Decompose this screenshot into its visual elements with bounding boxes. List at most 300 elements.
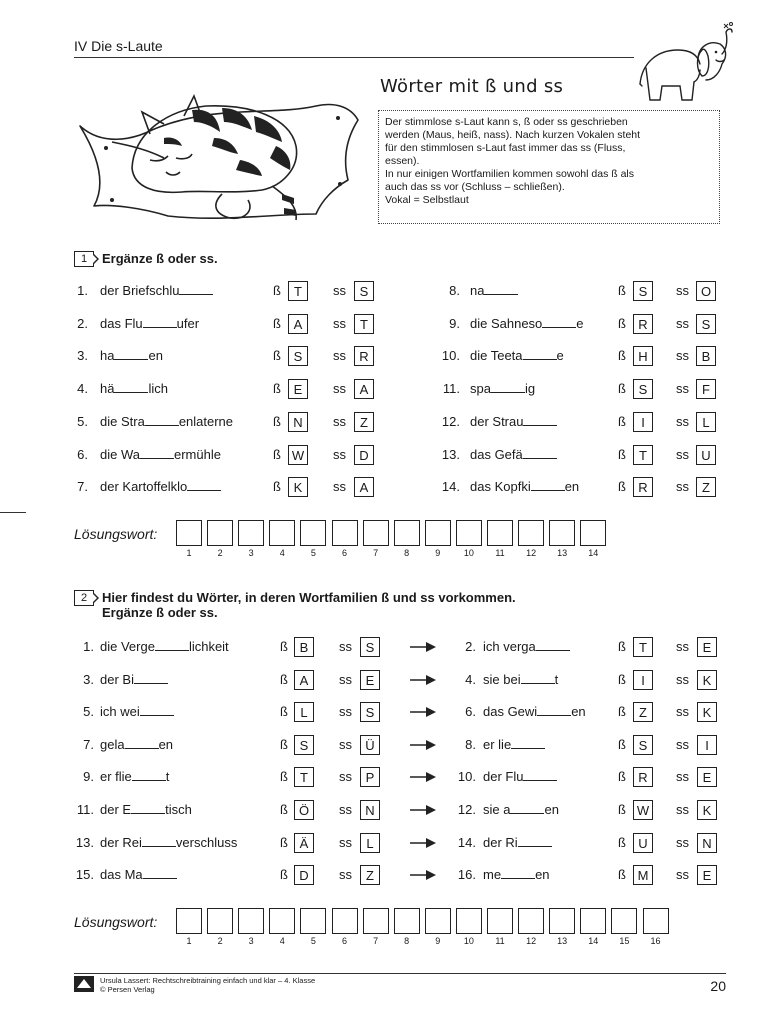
letter-box-sz[interactable]: D <box>294 865 314 885</box>
solution-letter-box[interactable] <box>425 520 451 546</box>
letter-box-ss[interactable]: P <box>360 767 380 787</box>
letter-box-ss[interactable]: S <box>354 281 374 301</box>
solution-letter-box[interactable] <box>518 908 544 934</box>
letter-box-ss[interactable]: S <box>696 314 716 334</box>
letter-box-ss[interactable]: K <box>697 702 717 722</box>
fill-in-blank[interactable] <box>114 378 148 393</box>
solution-letter-box[interactable] <box>332 908 358 934</box>
page-title: Wörter mit ß und ss <box>380 76 564 97</box>
option-label-sz: ß <box>273 413 281 429</box>
word-start: ich verga <box>483 639 536 654</box>
solution-index: 4 <box>279 548 285 558</box>
word-end: en <box>571 704 586 720</box>
letter-box-ss[interactable]: K <box>697 670 717 690</box>
item-word <box>100 669 168 691</box>
word-start: das Ma <box>100 867 143 883</box>
item-number: 9. <box>449 315 460 331</box>
item-number: 11. <box>442 381 460 397</box>
option-label-sz: ß <box>618 671 626 687</box>
item-number: 1. <box>77 283 88 298</box>
word-end: lichkeit <box>188 639 229 654</box>
letter-box-sz[interactable]: I <box>633 670 653 690</box>
letter-box-sz[interactable]: R <box>633 767 653 787</box>
word-start: der Bi <box>100 671 134 687</box>
fill-in-blank[interactable] <box>155 636 189 651</box>
item-word <box>100 734 173 756</box>
word-start: er flie <box>100 769 132 785</box>
letter-box-ss[interactable]: K <box>697 800 717 820</box>
letter-box-ss[interactable]: Ü <box>360 735 380 755</box>
item-number: 11. <box>76 802 94 817</box>
solution-index: 9 <box>435 936 441 946</box>
footer-credit-line: Ursula Lassert: Rechtschreibtraining einfach und klar – 4. Klasse <box>100 976 316 985</box>
solution-letter-box[interactable] <box>643 908 669 934</box>
item-number: 16. <box>457 867 476 883</box>
solution-letter-box[interactable] <box>456 520 482 546</box>
solution-index: 8 <box>404 548 410 558</box>
fill-in-blank[interactable] <box>523 411 557 426</box>
fill-in-blank[interactable] <box>501 864 535 879</box>
letter-box-sz[interactable]: M <box>633 865 653 885</box>
exercise-number-badge: 1 <box>74 251 94 267</box>
item-number: 2. <box>77 315 88 331</box>
word-start: der Flu <box>483 769 524 785</box>
option-label-ss: ss <box>333 479 346 495</box>
option-label-sz: ß <box>618 479 626 495</box>
option-label-ss: ss <box>333 348 346 364</box>
solution-letter-box[interactable] <box>394 520 420 546</box>
item-number: 9. <box>83 769 94 785</box>
solution-letter-box[interactable] <box>269 908 295 934</box>
solution-index: 1 <box>186 548 192 558</box>
letter-box-ss[interactable]: I <box>697 735 717 755</box>
solution-index: 2 <box>217 936 223 946</box>
info-line: werden (Maus, heiß, nass). Nach kurzen Vokalen steht <box>385 129 641 141</box>
word-start: der Strau <box>470 413 524 429</box>
word-start: die Stra <box>100 413 145 429</box>
solution-letter-box[interactable] <box>549 520 575 546</box>
option-label-sz: ß <box>280 671 288 687</box>
word-end: e <box>556 348 564 364</box>
item-word <box>483 766 557 788</box>
item-word <box>100 864 177 886</box>
option-label-sz: ß <box>273 283 281 298</box>
solution-index: 13 <box>557 936 568 946</box>
letter-box-ss[interactable]: E <box>697 637 717 657</box>
fill-in-blank[interactable] <box>484 280 518 295</box>
item-number: 14. <box>457 834 476 850</box>
word-start: gela <box>100 736 125 752</box>
word-start: sie bei <box>483 671 521 687</box>
item-word <box>470 280 518 302</box>
item-number: 6. <box>77 446 88 462</box>
fill-in-blank[interactable] <box>132 766 166 781</box>
letter-box-ss[interactable]: E <box>697 865 717 885</box>
option-label-ss: ss <box>676 802 689 817</box>
word-start: das Kopfki <box>470 479 531 495</box>
item-word <box>100 345 163 367</box>
solution-index: 10 <box>463 548 474 558</box>
item-word <box>100 444 221 466</box>
header-divider <box>74 57 634 58</box>
word-start: das Flu <box>100 315 143 331</box>
item-word <box>483 669 558 691</box>
fill-in-blank[interactable] <box>523 766 557 781</box>
word-start: die Teeta <box>470 348 523 364</box>
option-label-ss: ss <box>333 413 346 429</box>
letter-box-ss[interactable]: E <box>360 670 380 690</box>
fill-in-blank[interactable] <box>523 345 557 360</box>
option-label-sz: ß <box>618 315 626 331</box>
word-start: spa <box>470 381 491 397</box>
solution-letter-box[interactable] <box>207 908 233 934</box>
option-label-ss: ss <box>676 348 689 364</box>
fill-in-blank[interactable] <box>143 313 177 328</box>
option-label-ss: ss <box>339 834 352 850</box>
fill-in-blank[interactable] <box>523 444 557 459</box>
item-word <box>483 864 550 886</box>
solution-letter-box[interactable] <box>269 520 295 546</box>
fill-in-blank[interactable] <box>125 734 159 749</box>
solution-index: 9 <box>435 548 441 558</box>
letter-box-sz[interactable]: L <box>294 702 314 722</box>
item-word <box>483 832 552 854</box>
letter-box-sz[interactable]: Z <box>633 702 653 722</box>
fill-in-blank[interactable] <box>179 280 213 295</box>
word-start: der Briefschlu <box>100 283 180 298</box>
fill-in-blank[interactable] <box>542 313 576 328</box>
arrow-right-icon <box>410 805 436 815</box>
word-start: der E <box>100 802 132 817</box>
solution-letter-box[interactable] <box>300 908 326 934</box>
item-number: 2. <box>465 639 476 654</box>
option-label-sz: ß <box>618 736 626 752</box>
option-label-ss: ss <box>339 704 352 720</box>
option-label-sz: ß <box>618 704 626 720</box>
word-end: en <box>158 736 174 752</box>
letter-box-ss[interactable]: R <box>354 346 374 366</box>
arrow-right-icon <box>410 707 436 717</box>
chapter-heading: IV Die s-Laute <box>74 38 163 54</box>
solution-index: 11 <box>495 548 505 558</box>
fill-in-blank[interactable] <box>518 832 552 847</box>
solution-letter-box[interactable] <box>300 520 326 546</box>
letter-box-sz[interactable]: A <box>288 314 308 334</box>
word-end: ermühle <box>173 446 221 462</box>
solution-index: 5 <box>310 936 316 946</box>
footer-divider <box>74 973 726 974</box>
letter-box-sz[interactable]: W <box>633 800 653 820</box>
info-line: essen). <box>385 155 420 167</box>
letter-box-sz[interactable]: N <box>288 412 308 432</box>
letter-box-sz[interactable]: H <box>633 346 653 366</box>
fill-in-blank[interactable] <box>145 411 179 426</box>
word-end: enlaterne <box>178 413 234 429</box>
solution-index: 12 <box>526 936 537 946</box>
letter-box-sz[interactable]: R <box>633 314 653 334</box>
word-end: en <box>564 479 580 495</box>
solution-index: 3 <box>248 936 254 946</box>
letter-box-sz[interactable]: S <box>633 379 653 399</box>
fill-in-blank[interactable] <box>114 345 148 360</box>
solution-index: 5 <box>310 548 316 558</box>
word-start: das Gewi <box>483 704 538 720</box>
item-word <box>483 734 545 756</box>
option-label-sz: ß <box>280 867 288 883</box>
arrow-right-icon <box>410 642 436 652</box>
solution-letter-box[interactable] <box>518 520 544 546</box>
word-start: die Verge <box>100 639 155 654</box>
letter-box-sz[interactable]: E <box>288 379 308 399</box>
letter-box-ss[interactable]: T <box>354 314 374 334</box>
exercise-2-instruction-line-2: Ergänze ß oder ss. <box>102 605 218 620</box>
option-label-ss: ss <box>676 671 689 687</box>
solution-letter-box[interactable] <box>549 908 575 934</box>
solution-index: 7 <box>373 936 379 946</box>
word-start: die Sahneso <box>470 315 543 331</box>
option-label-ss: ss <box>676 413 689 429</box>
sleeping-cat-illustration <box>72 76 362 228</box>
letter-box-ss[interactable]: Z <box>360 865 380 885</box>
letter-box-ss[interactable]: O <box>696 281 716 301</box>
solution-letter-box[interactable] <box>238 520 264 546</box>
elephant-illustration <box>636 20 736 102</box>
fill-in-blank[interactable] <box>511 734 545 749</box>
solution-letter-box[interactable] <box>425 908 451 934</box>
fill-in-blank[interactable] <box>510 799 544 814</box>
solution-letter-box[interactable] <box>394 908 420 934</box>
fill-in-blank[interactable] <box>140 444 174 459</box>
option-label-ss: ss <box>676 769 689 785</box>
item-number: 10. <box>441 348 460 364</box>
option-label-sz: ß <box>618 769 626 785</box>
word-start: das Gefä <box>470 446 523 462</box>
letter-box-sz[interactable]: S <box>633 735 653 755</box>
option-label-sz: ß <box>273 315 281 331</box>
fill-in-blank[interactable] <box>491 378 525 393</box>
footer-credit-line: © Persen Verlag <box>100 985 155 994</box>
solution-index: 7 <box>373 548 379 558</box>
item-word <box>100 280 213 302</box>
arrow-right-icon <box>410 740 436 750</box>
option-label-sz: ß <box>618 381 626 397</box>
letter-box-ss[interactable]: B <box>696 346 716 366</box>
letter-box-sz[interactable]: R <box>633 477 653 497</box>
word-start: die Wa <box>100 446 140 462</box>
item-number: 5. <box>77 413 88 429</box>
letter-box-ss[interactable]: S <box>360 702 380 722</box>
word-start: sie a <box>483 802 511 817</box>
item-number: 1. <box>83 639 94 654</box>
exercise-2-heading <box>74 590 516 620</box>
fill-in-blank[interactable] <box>140 701 174 716</box>
letter-box-sz[interactable]: S <box>288 346 308 366</box>
item-word <box>470 313 584 335</box>
option-label-ss: ss <box>676 446 689 462</box>
solution-letter-box[interactable] <box>611 908 637 934</box>
option-label-sz: ß <box>273 381 281 397</box>
letter-box-ss[interactable]: A <box>354 379 374 399</box>
letter-box-ss[interactable]: E <box>697 767 717 787</box>
solution-letter-box[interactable] <box>207 520 233 546</box>
option-label-sz: ß <box>618 802 626 817</box>
word-start: er lie <box>483 736 512 752</box>
word-end: verschluss <box>175 834 238 850</box>
solution-index: 1 <box>186 936 192 946</box>
word-end: e <box>576 315 584 331</box>
letter-box-sz[interactable]: W <box>288 445 308 465</box>
item-number: 3. <box>77 348 88 364</box>
letter-box-sz[interactable]: Ä <box>294 833 314 853</box>
solution-index: 6 <box>341 548 347 558</box>
solution-index: 2 <box>217 548 223 558</box>
item-number: 13. <box>75 834 94 850</box>
info-line: Vokal = Selbstlaut <box>385 194 469 206</box>
option-label-ss: ss <box>333 315 346 331</box>
option-label-sz: ß <box>280 704 288 720</box>
letter-box-sz[interactable]: T <box>633 637 653 657</box>
letter-box-sz[interactable]: A <box>294 670 314 690</box>
option-label-sz: ß <box>618 639 626 654</box>
publisher-logo-icon <box>74 976 94 992</box>
solution-index: 3 <box>248 548 254 558</box>
item-word <box>470 345 564 367</box>
solution-letter-box[interactable] <box>487 520 513 546</box>
item-number: 15. <box>75 867 94 883</box>
word-start: der Rei <box>100 834 142 850</box>
item-word <box>470 411 557 433</box>
option-label-sz: ß <box>280 802 288 817</box>
solution-letter-box[interactable] <box>176 520 202 546</box>
letter-box-ss[interactable]: N <box>697 833 717 853</box>
item-word <box>100 832 237 854</box>
item-word <box>100 378 168 400</box>
margin-mark <box>0 512 26 513</box>
solution-word-label: Lösungswort: <box>74 526 158 542</box>
arrow-right-icon <box>410 675 436 685</box>
fill-in-blank[interactable] <box>134 669 168 684</box>
letter-box-sz[interactable]: B <box>294 637 314 657</box>
info-line: für den stimmlosen s-Laut fast immer das ss (Fluss, <box>385 142 626 154</box>
word-end: ufer <box>176 315 200 331</box>
fill-in-blank[interactable] <box>536 636 570 651</box>
letter-box-sz[interactable]: S <box>633 281 653 301</box>
option-label-sz: ß <box>280 834 288 850</box>
letter-box-ss[interactable]: Z <box>354 412 374 432</box>
solution-letter-box[interactable] <box>363 908 389 934</box>
item-word <box>483 636 570 658</box>
letter-box-ss[interactable]: S <box>360 637 380 657</box>
solution-index: 10 <box>463 936 474 946</box>
item-number: 8. <box>449 283 460 298</box>
fill-in-blank[interactable] <box>131 799 165 814</box>
item-number: 8. <box>465 736 476 752</box>
item-word <box>470 444 557 466</box>
solution-letter-box[interactable] <box>363 520 389 546</box>
solution-index: 14 <box>588 548 599 558</box>
letter-box-sz[interactable]: T <box>294 767 314 787</box>
solution-letter-box[interactable] <box>487 908 513 934</box>
option-label-sz: ß <box>618 413 626 429</box>
solution-index: 14 <box>588 936 599 946</box>
letter-box-ss[interactable]: L <box>696 412 716 432</box>
item-word <box>100 766 169 788</box>
fill-in-blank[interactable] <box>531 476 565 491</box>
item-number: 10. <box>457 769 476 785</box>
word-start: hä <box>100 381 115 397</box>
solution-index: 15 <box>619 936 630 946</box>
solution-letter-box[interactable] <box>580 520 606 546</box>
letter-box-sz[interactable]: S <box>294 735 314 755</box>
word-end: en <box>535 867 550 883</box>
letter-box-sz[interactable]: I <box>633 412 653 432</box>
item-word <box>100 636 229 658</box>
option-label-sz: ß <box>618 446 626 462</box>
word-end: en <box>544 802 559 817</box>
letter-box-ss[interactable]: N <box>360 800 380 820</box>
solution-letter-box[interactable] <box>332 520 358 546</box>
fill-in-blank[interactable] <box>142 832 176 847</box>
item-number: 6. <box>465 704 476 720</box>
option-label-sz: ß <box>618 348 626 364</box>
item-number: 5. <box>83 704 94 720</box>
arrow-right-icon <box>410 838 436 848</box>
option-label-ss: ss <box>339 867 352 883</box>
letter-box-ss[interactable]: A <box>354 477 374 497</box>
option-label-ss: ss <box>339 769 352 785</box>
letter-box-sz[interactable]: T <box>288 281 308 301</box>
letter-box-ss[interactable]: L <box>360 833 380 853</box>
letter-box-ss[interactable]: F <box>696 379 716 399</box>
solution-letter-box[interactable] <box>176 908 202 934</box>
option-label-ss: ss <box>676 283 689 298</box>
option-label-sz: ß <box>280 769 288 785</box>
solution-index: 6 <box>341 936 347 946</box>
item-word <box>100 411 233 433</box>
info-line: In nur einigen Wortfamilien kommen sowohl das ß als <box>385 168 635 180</box>
item-number: 12. <box>457 802 476 817</box>
fill-in-blank[interactable] <box>187 476 221 491</box>
word-end: tisch <box>165 802 192 817</box>
option-label-sz: ß <box>273 348 281 364</box>
solution-letter-box[interactable] <box>456 908 482 934</box>
info-line: Der stimmlose s-Laut kann s, ß oder ss geschrieben <box>385 116 628 128</box>
fill-in-blank[interactable] <box>143 864 177 879</box>
letter-box-sz[interactable]: T <box>633 445 653 465</box>
word-start: der Ri <box>483 834 518 850</box>
letter-box-sz[interactable]: K <box>288 477 308 497</box>
solution-letter-box[interactable] <box>580 908 606 934</box>
item-number: 14. <box>441 479 460 495</box>
letter-box-ss[interactable]: D <box>354 445 374 465</box>
exercise-1-heading <box>74 251 218 267</box>
item-number: 12. <box>441 413 460 429</box>
option-label-sz: ß <box>618 283 626 298</box>
solution-index: 8 <box>404 936 410 946</box>
footer-credits <box>100 976 315 994</box>
fill-in-blank[interactable] <box>521 669 555 684</box>
fill-in-blank[interactable] <box>537 701 571 716</box>
letter-box-sz[interactable]: Ö <box>294 800 314 820</box>
word-start: na <box>470 283 485 298</box>
option-label-sz: ß <box>273 479 281 495</box>
letter-box-ss[interactable]: U <box>696 445 716 465</box>
letter-box-ss[interactable]: Z <box>696 477 716 497</box>
item-word <box>100 799 192 821</box>
solution-letter-box[interactable] <box>238 908 264 934</box>
letter-box-sz[interactable]: U <box>633 833 653 853</box>
option-label-sz: ß <box>280 639 288 654</box>
